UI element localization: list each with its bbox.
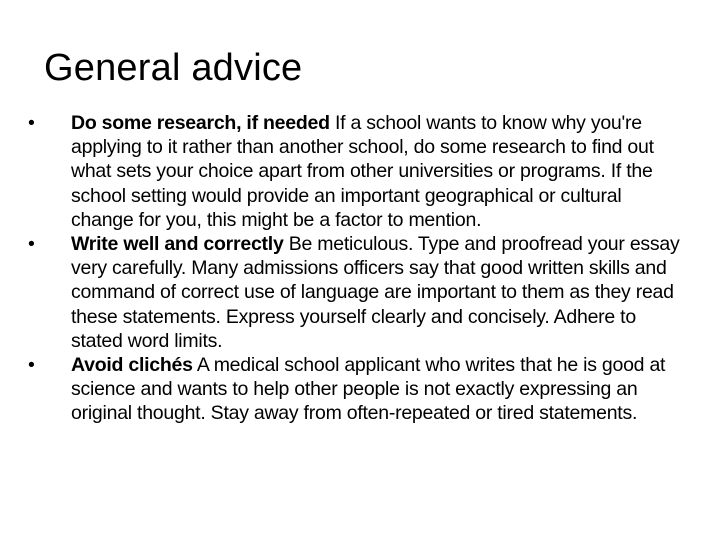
bullet-heading: Avoid clichés [71,354,193,377]
bullet-body [71,353,688,426]
bullet-heading: Do some research, if needed [71,112,330,134]
bullet-icon: • [28,354,35,377]
bullet-icon: • [28,233,35,256]
bullet-text: Be meticulous. Type and proofread your essay very carefully. Many admissions officers say that good written skills and command of correct use of language are important to them as they read these statements. Express yourself clearly and concisely. Adhere to stated word limits. [71,233,680,352]
slide-title: General advice [44,47,303,89]
bullet-heading: Write well and correctly [71,233,284,256]
bullet-body [71,111,688,232]
bullet-text: A medical school applicant who writes that he is good at science and wants to help other people is not exactly expressing an original thought. Stay away from often-repeated or tired statements. [71,354,666,425]
bullet-item-write-well [28,232,688,353]
bullet-text: If a school wants to know why you're applying to it rather than another school, do some research to find out what sets your choice apart from other universities or programs. If the school setting would provide an important geographical or cultural change for you, this might be a factor to mention. [71,112,654,231]
bullet-item-research [28,111,688,232]
bullet-item-avoid-cliches [28,353,688,426]
bullet-body [71,232,688,353]
bullet-icon: • [28,112,35,134]
bullet-list [28,111,688,426]
